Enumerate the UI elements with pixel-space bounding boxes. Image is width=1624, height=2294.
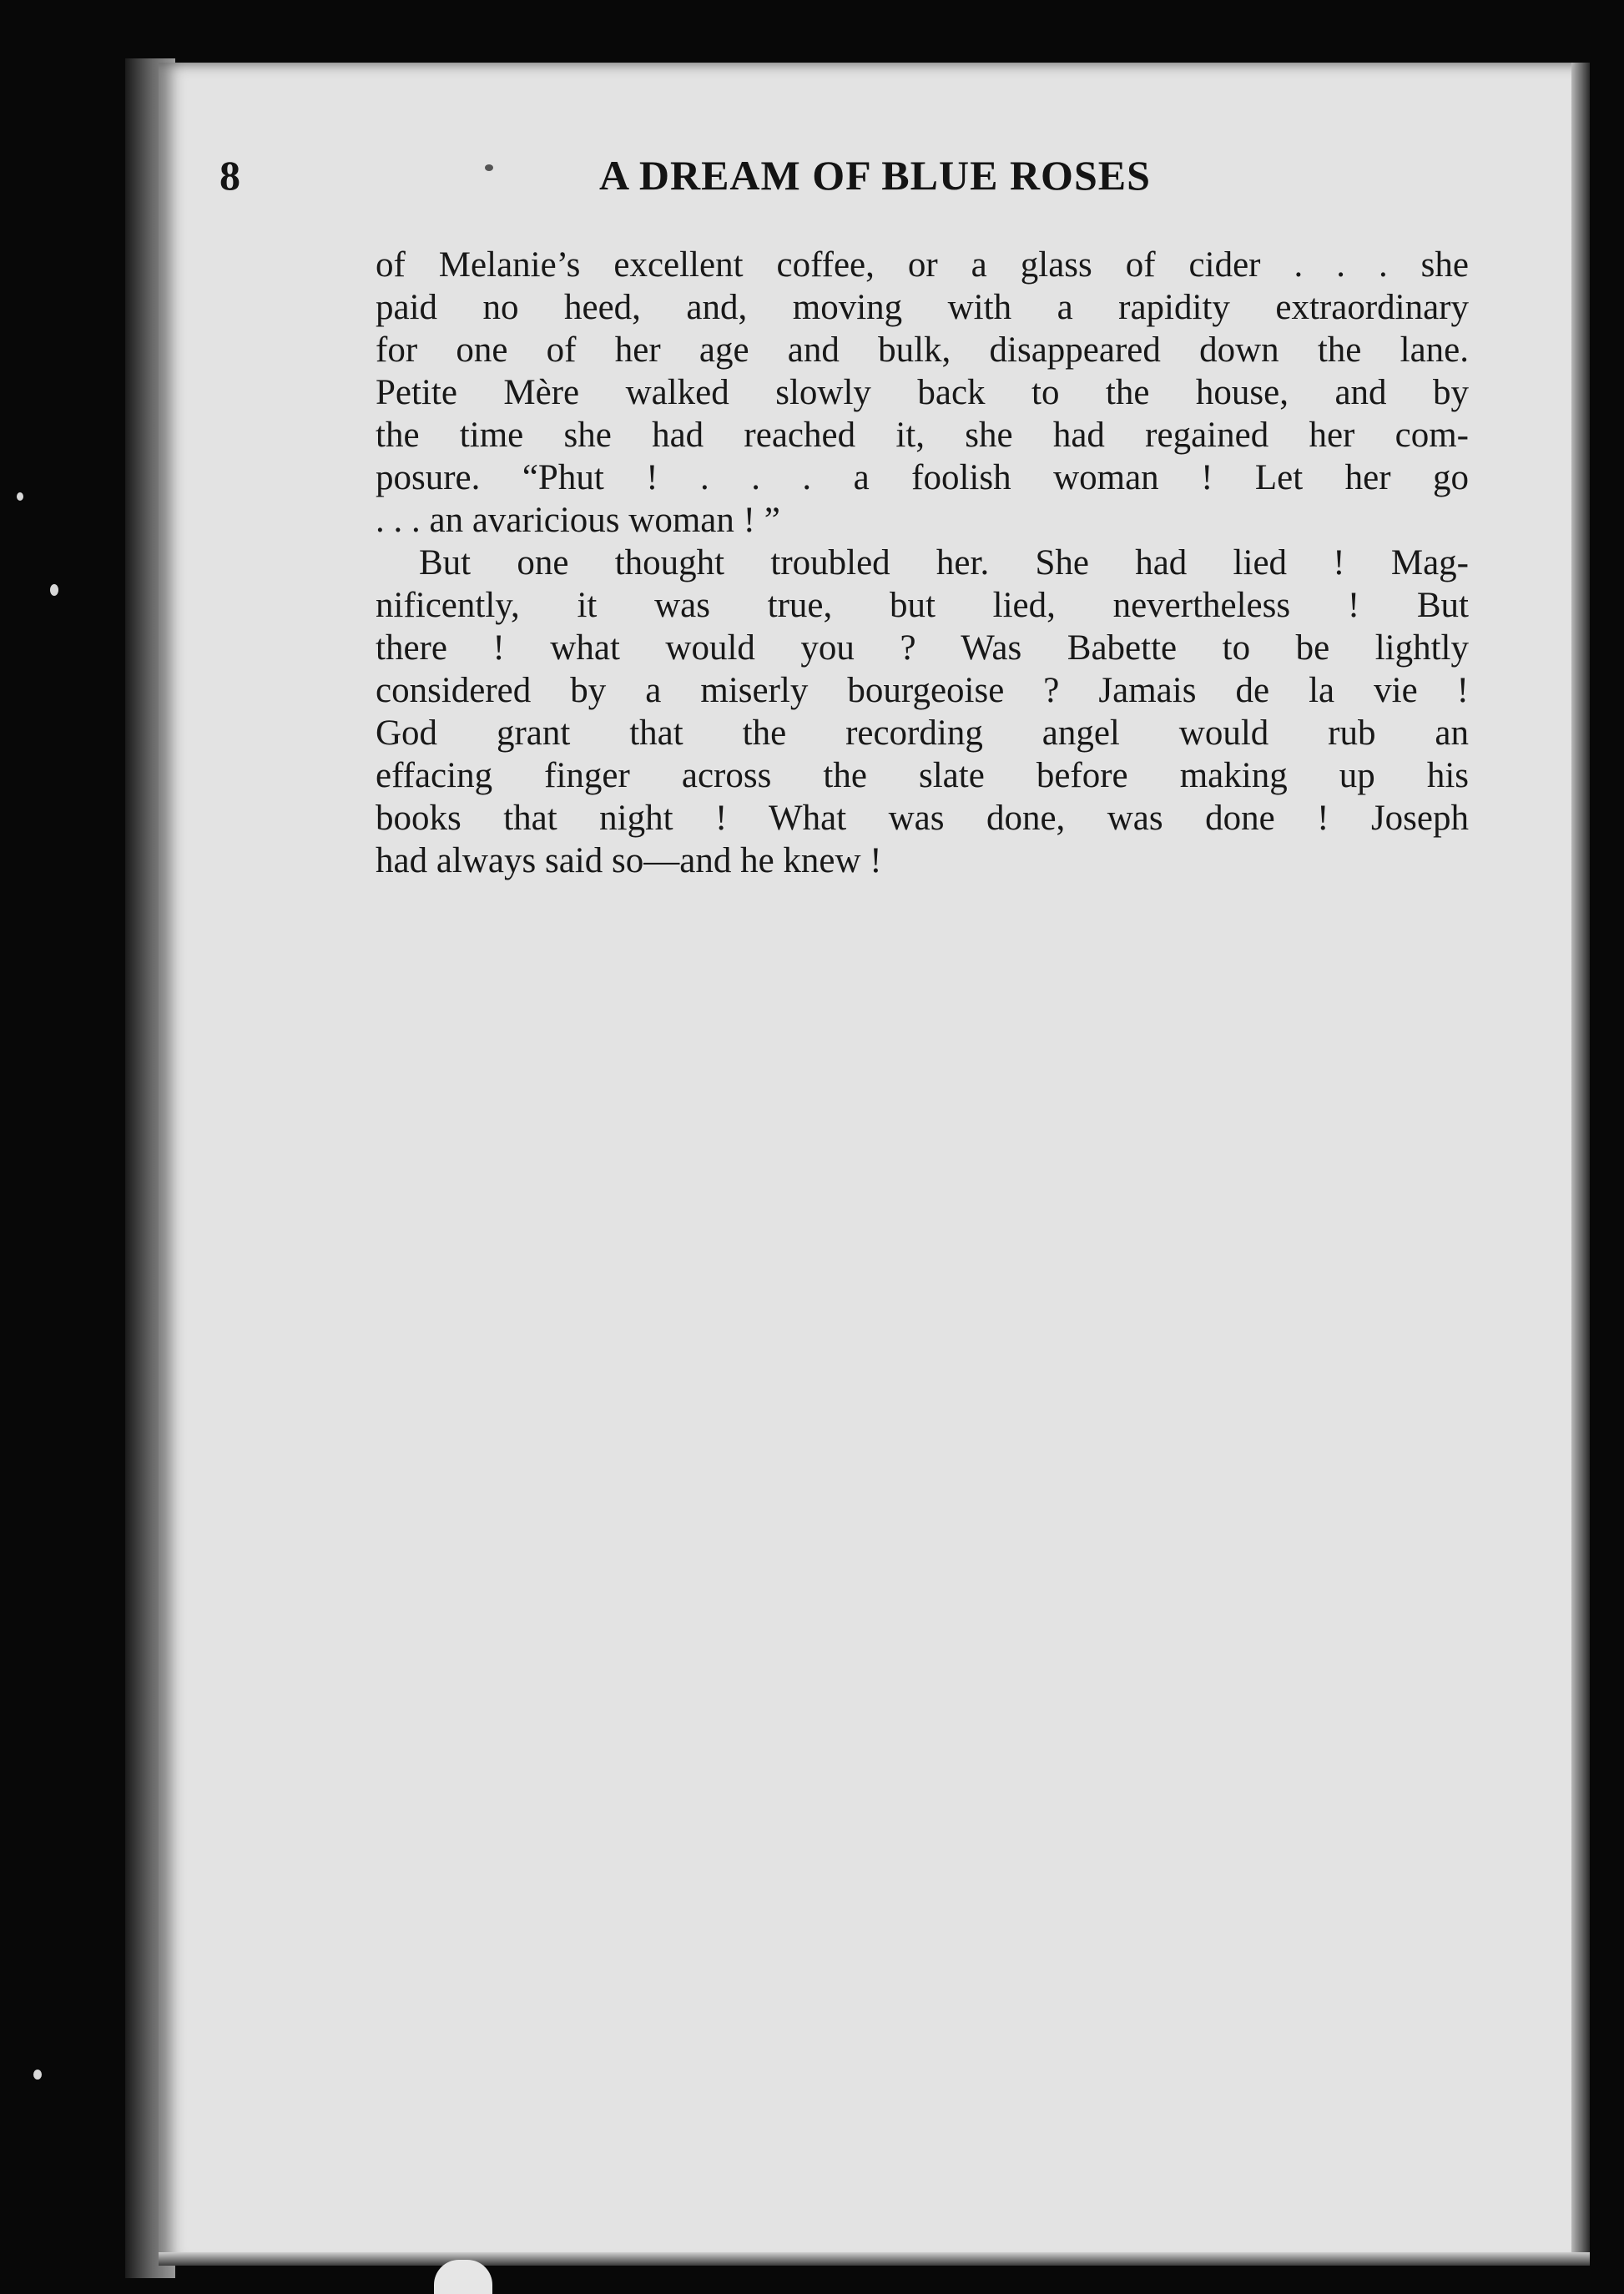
text-line: paid no heed, and, moving with a rapidity extraordinary xyxy=(376,288,1469,327)
text-line: books that night ! What was done, was done ! Joseph xyxy=(376,799,1469,838)
running-head xyxy=(219,146,1271,204)
ornament-mark xyxy=(485,164,493,171)
page-right-edge xyxy=(1571,63,1590,2266)
scan-speck xyxy=(50,584,58,596)
running-title: A DREAM OF BLUE ROSES xyxy=(599,152,1151,199)
text-line: the time she had reached it, she had regained her com- xyxy=(376,416,1469,455)
text-line: But one thought troubled her. She had lied ! Mag- xyxy=(419,543,1469,582)
body-text xyxy=(376,244,1469,882)
text-line: effacing finger across the slate before making up his xyxy=(376,756,1469,795)
page-bottom-edge xyxy=(159,2252,1590,2266)
text-line: for one of her age and bulk, disappeared down the lane. xyxy=(376,330,1469,370)
text-line: . . . an avaricious woman ! ” xyxy=(376,501,780,540)
text-line: Petite Mère walked slowly back to the house, and by xyxy=(376,373,1469,412)
text-line: nificently, it was true, but lied, nevertheless ! But xyxy=(376,586,1469,625)
scan-speck xyxy=(33,2070,42,2080)
text-line: considered by a miserly bourgeoise ? Jamais de la vie ! xyxy=(376,671,1469,710)
text-line: had always said so—and he knew ! xyxy=(376,841,882,880)
text-line: there ! what would you ? Was Babette to be lightly xyxy=(376,628,1469,668)
text-line: posure. “Phut ! . . . a foolish woman ! Let her go xyxy=(376,458,1469,497)
text-line: of Melanie’s excellent coffee, or a glass of cider . . . she xyxy=(376,245,1469,285)
text-line: God grant that the recording angel would rub an xyxy=(376,713,1469,753)
page-number: 8 xyxy=(219,152,240,199)
scan-speck xyxy=(17,492,23,501)
